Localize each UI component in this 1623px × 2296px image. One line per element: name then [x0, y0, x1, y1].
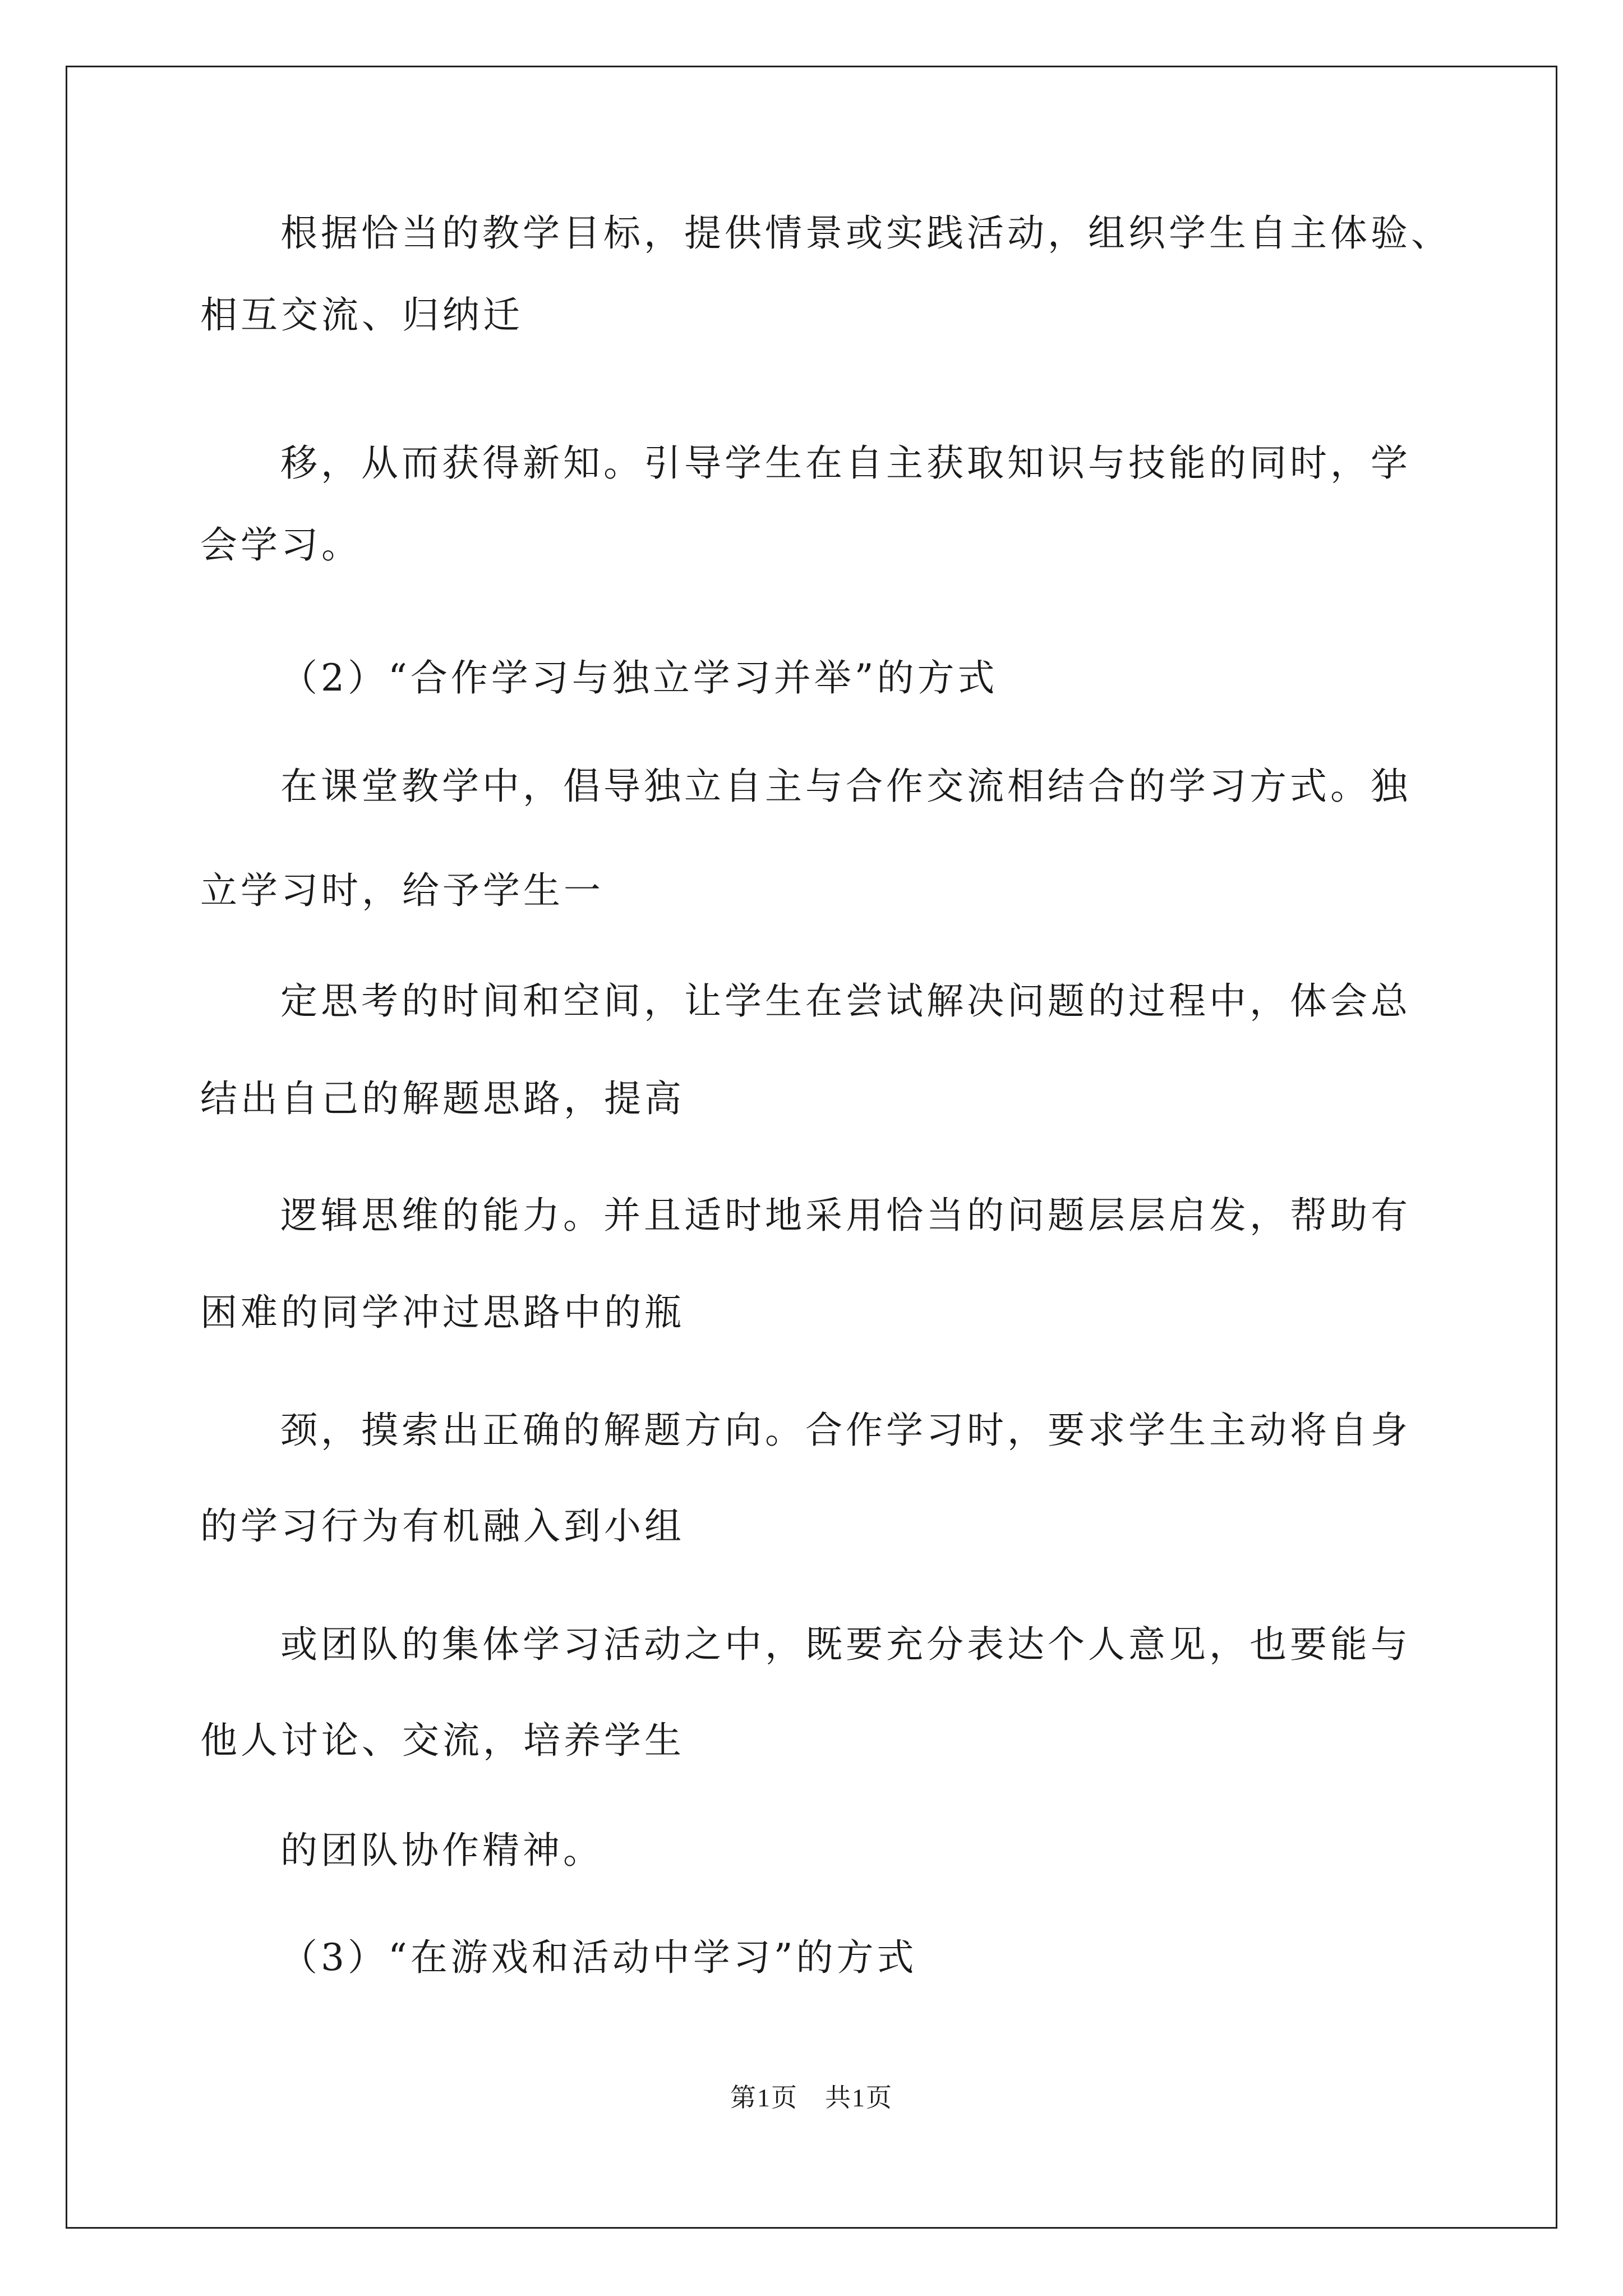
- body-line: 在课堂教学中，倡导独立自主与合作交流相结合的学习方式。独: [280, 765, 1411, 808]
- body-line: 的团队协作精神。: [280, 1829, 603, 1872]
- body-line: 立学习时，给予学生一: [200, 869, 604, 912]
- section-heading: （2）“合作学习与独立学习并举”的方式: [280, 656, 998, 700]
- body-line: 颈，摸索出正确的解题方向。合作学习时，要求学生主动将自身: [280, 1409, 1411, 1452]
- body-line: 他人讨论、交流，培养学生: [200, 1719, 685, 1762]
- body-line: 定思考的时间和空间，让学生在尝试解决问题的过程中，体会总: [280, 979, 1411, 1023]
- body-line: 的学习行为有机融入到小组: [200, 1504, 685, 1548]
- body-line: 会学习。: [200, 523, 362, 567]
- body-line: 困难的同学冲过思路中的瓶: [200, 1291, 685, 1334]
- body-line: 或团队的集体学习活动之中，既要充分表达个人意见，也要能与: [280, 1623, 1411, 1666]
- body-line: 根据恰当的教学目标，提供情景或实践活动，组织学生自主体验、: [280, 211, 1451, 255]
- body-line: 结出自己的解题思路，提高: [200, 1077, 685, 1120]
- body-line: 逻辑思维的能力。并且适时地采用恰当的问题层层启发，帮助有: [280, 1194, 1411, 1237]
- page-footer: 第1页 共1页: [730, 2083, 893, 2112]
- body-line: 相互交流、归纳迁: [200, 293, 523, 337]
- body-line: 移，从而获得新知。引导学生在自主获取知识与技能的同时，学: [280, 441, 1411, 485]
- page-border: [66, 66, 1557, 2229]
- section-heading: （3）“在游戏和活动中学习”的方式: [280, 1936, 917, 1979]
